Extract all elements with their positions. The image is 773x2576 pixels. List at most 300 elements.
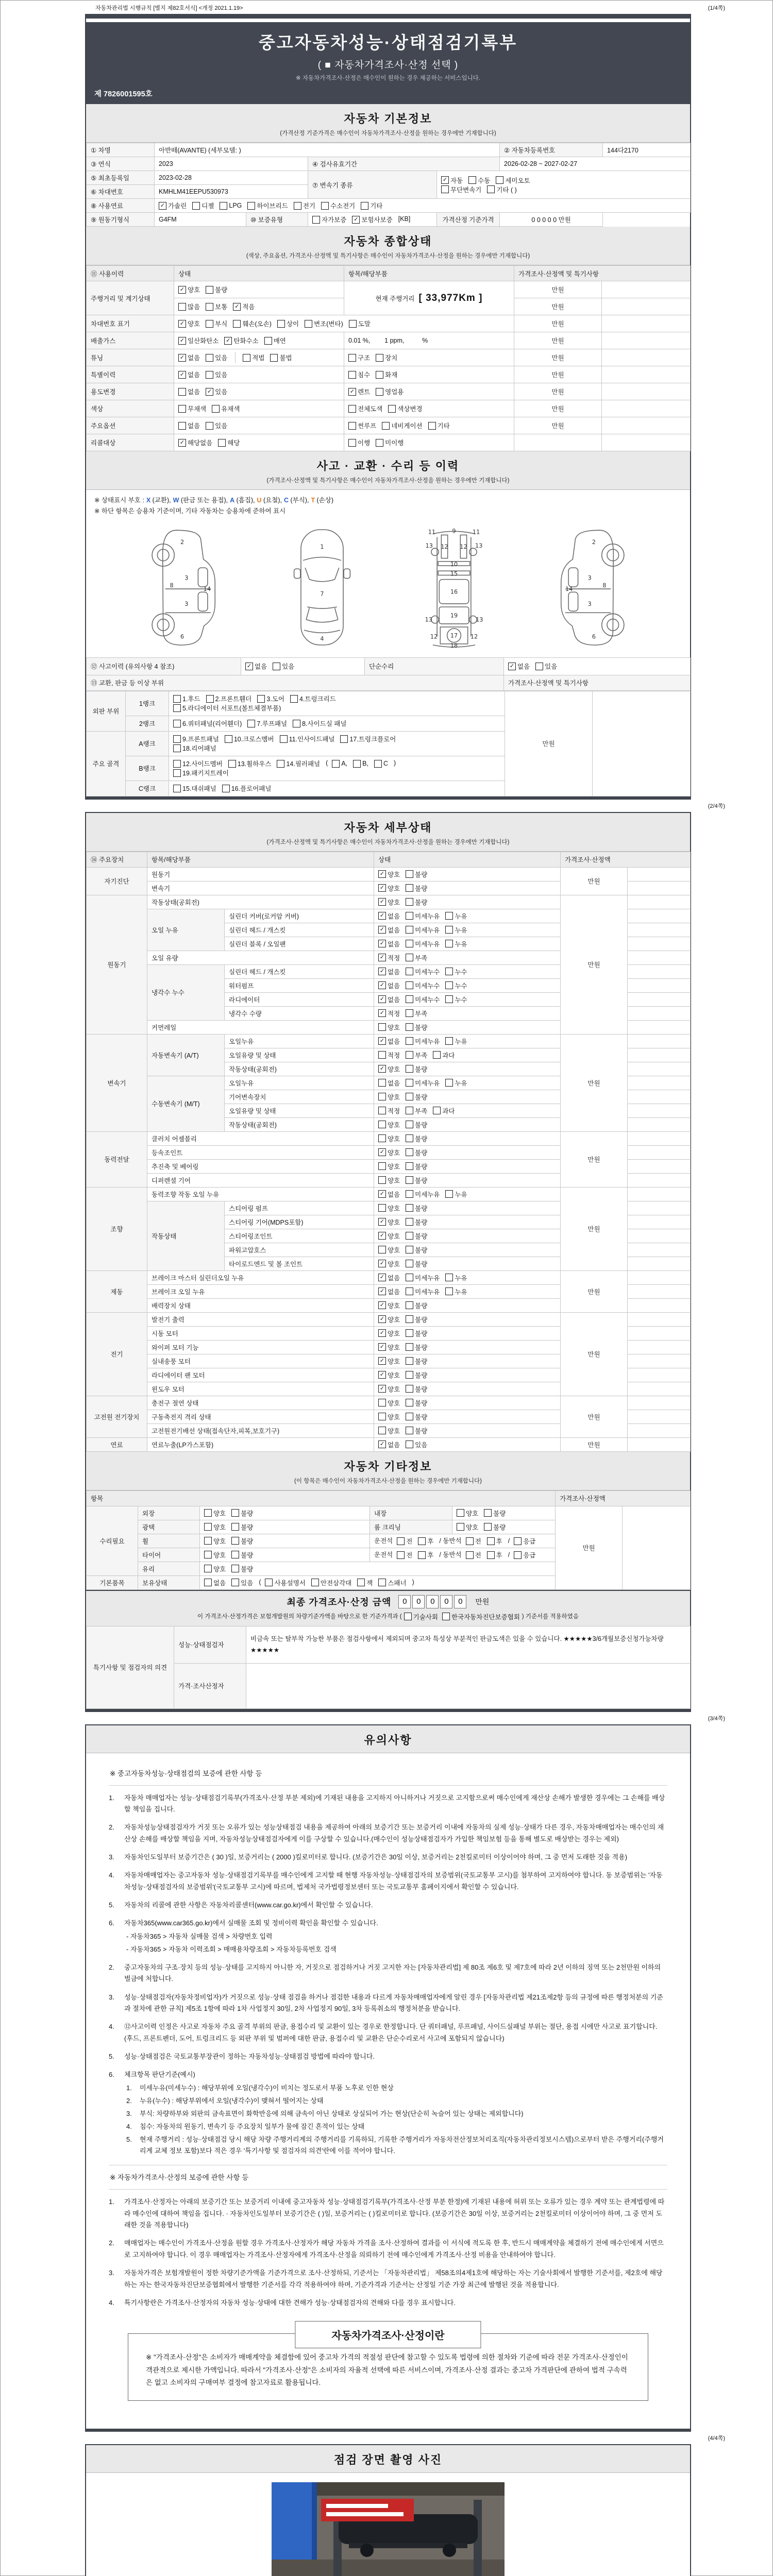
checkbox[interactable] xyxy=(178,302,200,311)
checkbox[interactable] xyxy=(348,353,370,362)
item-label: 배력장치 상태 xyxy=(147,1298,374,1312)
checkbox-box xyxy=(406,1218,413,1226)
text-token: / xyxy=(508,1537,510,1545)
checkbox[interactable] xyxy=(173,703,281,713)
checkbox[interactable] xyxy=(457,1509,478,1518)
item-label: 실내송풍 모터 xyxy=(147,1354,374,1368)
checkbox-label: 불법 xyxy=(279,354,292,362)
checkbox[interactable] xyxy=(264,336,286,345)
checkbox[interactable] xyxy=(378,1092,400,1101)
checkbox[interactable] xyxy=(378,1426,400,1435)
note-cell xyxy=(628,1298,691,1312)
checkbox-box xyxy=(406,968,413,975)
checkbox-box: ✓ xyxy=(378,1385,386,1393)
checkbox[interactable] xyxy=(204,1578,226,1587)
checkbox[interactable] xyxy=(378,1023,400,1032)
checkbox[interactable] xyxy=(406,1287,440,1296)
checkbox-label: 한국자동차진단보증협회 xyxy=(451,1613,520,1621)
checkbox[interactable] xyxy=(445,1273,467,1282)
checkbox[interactable] xyxy=(374,760,388,768)
item-label: 냉각수 수량 xyxy=(225,1006,374,1020)
checkbox[interactable] xyxy=(204,1522,226,1532)
checkbox[interactable] xyxy=(340,734,396,743)
checkbox[interactable] xyxy=(265,1578,305,1587)
checkbox[interactable] xyxy=(247,201,288,210)
checkbox[interactable] xyxy=(445,995,467,1004)
checkbox[interactable] xyxy=(376,370,397,379)
checkbox[interactable] xyxy=(294,201,315,210)
checkbox[interactable] xyxy=(457,1522,478,1532)
checkbox-checked[interactable] xyxy=(378,1301,400,1310)
checkbox[interactable] xyxy=(406,1190,440,1199)
checkbox-label: 19.패키지트레이 xyxy=(182,770,229,777)
checkbox[interactable] xyxy=(277,759,320,768)
note-cell xyxy=(628,1326,691,1340)
checkbox-checked[interactable] xyxy=(378,884,400,893)
checkbox[interactable] xyxy=(173,743,216,753)
checkbox[interactable] xyxy=(357,1578,373,1587)
status-cell xyxy=(374,1229,561,1243)
checkbox-box xyxy=(206,303,213,311)
checkbox[interactable] xyxy=(376,438,404,447)
checkbox[interactable] xyxy=(484,1522,506,1532)
checkbox[interactable] xyxy=(406,911,440,921)
checkbox[interactable] xyxy=(406,1440,427,1449)
legend-code: A xyxy=(230,497,235,504)
checkbox-box xyxy=(353,760,361,768)
document-title: 중고자동차성능·상태점검기록부 xyxy=(258,33,518,52)
checkbox[interactable] xyxy=(270,353,292,362)
checkbox[interactable] xyxy=(376,387,404,396)
checkbox-checked[interactable] xyxy=(378,1357,400,1366)
notice-subheader-2: ※ 자동차가격조사·산정의 보증에 관한 사항 등 xyxy=(109,2165,667,2190)
checkbox-checked[interactable] xyxy=(178,353,200,362)
text-token: ( xyxy=(326,759,328,767)
checkbox[interactable] xyxy=(378,1245,400,1255)
checkbox[interactable] xyxy=(173,734,219,743)
checkbox-box xyxy=(378,1579,386,1586)
checkbox[interactable] xyxy=(406,1064,427,1074)
checkbox-box xyxy=(378,1134,386,1142)
checkbox[interactable] xyxy=(321,201,355,210)
note-cell xyxy=(628,1048,691,1062)
checkbox[interactable] xyxy=(173,784,216,793)
checkbox[interactable] xyxy=(378,1412,400,1421)
checkbox[interactable] xyxy=(231,1578,253,1587)
checkbox[interactable] xyxy=(487,1550,502,1560)
checkbox[interactable] xyxy=(206,421,227,430)
accident-history-checkbox-group xyxy=(241,657,365,675)
checkbox-checked[interactable] xyxy=(508,662,530,671)
checkbox-checked[interactable] xyxy=(378,1217,400,1227)
notice-text: 성능·상태점검은 국토교통부장관이 정하는 자동차성능·상태점검 방법에 따라야 합니다. xyxy=(124,2053,375,2061)
note-cell xyxy=(628,1270,691,1284)
other-info-table xyxy=(86,1490,691,1590)
checkbox-checked[interactable] xyxy=(245,662,267,671)
checkbox[interactable] xyxy=(406,1009,427,1018)
checkbox[interactable] xyxy=(514,1536,535,1546)
checkbox[interactable] xyxy=(445,1078,467,1088)
checkbox[interactable] xyxy=(433,1106,455,1115)
checkbox-label: 불량 xyxy=(415,1149,428,1157)
checkbox[interactable] xyxy=(445,1037,467,1046)
checkbox[interactable] xyxy=(406,953,427,962)
checkbox-checked[interactable] xyxy=(206,387,227,396)
checkbox[interactable] xyxy=(466,1536,481,1546)
checkbox-label: 색상변경 xyxy=(397,405,423,413)
checkbox[interactable] xyxy=(349,319,371,328)
note-cell xyxy=(628,1284,691,1298)
checkbox-checked[interactable] xyxy=(178,319,200,328)
checkbox-checked[interactable] xyxy=(378,953,400,962)
checkbox[interactable] xyxy=(406,1134,427,1143)
checkbox[interactable] xyxy=(406,1050,427,1060)
checkbox-box xyxy=(178,388,186,396)
checkbox[interactable] xyxy=(243,353,264,362)
checkbox[interactable] xyxy=(445,925,467,935)
status-cell xyxy=(174,434,344,451)
checkbox[interactable] xyxy=(378,1204,400,1213)
col-header: ⑭ 주요장치 xyxy=(87,852,147,867)
checkbox[interactable] xyxy=(406,981,440,990)
checkbox[interactable] xyxy=(225,734,274,743)
checkbox[interactable] xyxy=(404,1612,438,1621)
checkbox[interactable] xyxy=(445,911,467,921)
checkbox[interactable] xyxy=(348,404,382,413)
checkbox[interactable] xyxy=(206,370,227,379)
status-cell xyxy=(374,1215,561,1229)
notice-subitem: - 자동차365 > 자동차 이력조회 > 매매용차량조회 > 자동차등록번호 검색 xyxy=(126,1945,337,1953)
checkbox[interactable] xyxy=(418,1550,433,1560)
checkbox-checked[interactable] xyxy=(378,1009,400,1018)
checkbox[interactable] xyxy=(406,1259,427,1268)
checkbox-label: 미세누유 xyxy=(415,1079,440,1087)
checkbox-checked[interactable] xyxy=(178,285,200,294)
checkbox[interactable] xyxy=(406,1148,427,1157)
checkbox[interactable] xyxy=(445,939,467,948)
checkbox[interactable] xyxy=(406,1231,427,1241)
checkbox[interactable] xyxy=(406,1370,427,1380)
checkbox[interactable] xyxy=(484,1509,506,1518)
checkbox[interactable] xyxy=(397,1536,412,1546)
checkbox[interactable] xyxy=(406,870,427,879)
checkbox-label: 보통 xyxy=(215,303,228,311)
price-cell: 만원 xyxy=(514,332,602,349)
checkbox[interactable] xyxy=(406,1329,427,1338)
checkbox[interactable] xyxy=(442,1612,520,1621)
checkbox-checked[interactable] xyxy=(378,1148,400,1157)
checkbox-box xyxy=(457,1509,464,1517)
checkbox[interactable] xyxy=(445,967,467,976)
checkbox-checked[interactable] xyxy=(378,939,400,948)
note-cell xyxy=(628,992,691,1006)
checkbox-label: 양호 xyxy=(388,1024,400,1031)
checkbox-checked[interactable] xyxy=(378,967,400,976)
checkbox-checked[interactable] xyxy=(378,1037,400,1046)
checkbox[interactable] xyxy=(247,719,287,728)
checkbox-checked[interactable] xyxy=(378,1190,400,1199)
checkbox-checked[interactable] xyxy=(348,387,370,396)
checkbox[interactable] xyxy=(257,694,284,703)
checkbox[interactable] xyxy=(406,1315,427,1324)
checkbox-checked[interactable] xyxy=(233,302,255,311)
checkbox[interactable] xyxy=(466,1550,481,1560)
checkbox[interactable] xyxy=(487,1536,502,1546)
checkbox-checked[interactable] xyxy=(441,176,463,185)
checkbox[interactable] xyxy=(378,1120,400,1129)
row-label: 용도변경 xyxy=(87,383,174,400)
checkbox-box xyxy=(378,1204,386,1212)
checkbox[interactable] xyxy=(378,1134,400,1143)
checkbox[interactable] xyxy=(361,201,382,210)
checkbox[interactable] xyxy=(378,1176,400,1185)
row-label: 색상 xyxy=(87,400,174,417)
checkbox[interactable] xyxy=(348,370,370,379)
checkbox-label: 불량 xyxy=(415,1065,428,1073)
checkbox-checked[interactable] xyxy=(378,1259,400,1268)
checkbox-checked[interactable] xyxy=(378,911,400,921)
svg-text:12: 12 xyxy=(430,633,438,640)
checkbox-label: 수소전기 xyxy=(330,202,356,210)
checkbox[interactable] xyxy=(378,1050,400,1060)
checkbox[interactable] xyxy=(218,438,240,447)
checkbox[interactable] xyxy=(204,1509,226,1518)
checkbox[interactable] xyxy=(173,768,229,777)
checkbox[interactable] xyxy=(231,1550,253,1560)
checkbox[interactable] xyxy=(206,302,227,311)
checkbox-box: ✓ xyxy=(206,388,213,396)
checkbox[interactable] xyxy=(305,319,343,328)
checkbox-checked[interactable] xyxy=(378,1329,400,1338)
checkbox[interactable] xyxy=(178,387,200,396)
field-label: ⑤ 최초등록일 xyxy=(87,171,155,185)
text-token: 운전석 xyxy=(374,1551,393,1558)
checkbox[interactable] xyxy=(173,694,200,703)
checkbox[interactable] xyxy=(378,1162,400,1171)
checkbox[interactable] xyxy=(206,353,227,362)
text-token: / 동반석 xyxy=(439,1551,462,1558)
checkbox-checked[interactable] xyxy=(378,995,400,1004)
status-cell xyxy=(174,417,344,434)
checkbox[interactable] xyxy=(277,319,299,328)
checkbox[interactable] xyxy=(445,981,467,990)
checkbox-checked[interactable] xyxy=(178,438,212,447)
checkbox[interactable] xyxy=(406,1204,427,1213)
field-label: ④ 검사유효기간 xyxy=(308,157,500,171)
checkbox[interactable] xyxy=(231,1509,253,1518)
checkbox[interactable] xyxy=(445,1190,467,1199)
checkbox[interactable] xyxy=(378,1398,400,1408)
checkbox[interactable] xyxy=(204,1550,226,1560)
checkbox[interactable] xyxy=(406,1106,427,1115)
svg-text:6: 6 xyxy=(592,633,596,640)
checkbox[interactable] xyxy=(406,1162,427,1171)
checkbox[interactable] xyxy=(487,185,516,194)
checkbox[interactable] xyxy=(406,1245,427,1255)
checkbox[interactable] xyxy=(406,884,427,893)
checkbox[interactable] xyxy=(406,1343,427,1352)
checkbox-box xyxy=(204,1551,212,1558)
checkbox[interactable] xyxy=(231,1536,253,1546)
checkbox[interactable] xyxy=(406,1412,427,1421)
checkbox[interactable] xyxy=(406,1398,427,1408)
status-cell xyxy=(374,1257,561,1270)
note-cell xyxy=(602,417,691,434)
checkbox[interactable] xyxy=(206,694,252,703)
checkbox[interactable] xyxy=(233,319,272,328)
checkbox[interactable] xyxy=(231,1564,253,1573)
checkbox[interactable] xyxy=(353,760,368,768)
checkbox[interactable] xyxy=(222,784,272,793)
checkbox[interactable] xyxy=(535,662,557,671)
checkbox[interactable] xyxy=(496,176,530,185)
notice-number: 4. xyxy=(109,1871,114,1879)
checkbox-checked[interactable] xyxy=(378,1343,400,1352)
checkbox-label: 없음 xyxy=(388,1038,400,1045)
checkbox[interactable] xyxy=(220,202,242,210)
checkbox-checked[interactable] xyxy=(352,215,392,224)
checkbox-checked[interactable] xyxy=(159,201,187,210)
notice-text: 매매업자는 매수인이 가격조사·산정을 원할 경우 가격조사·산정자가 해당 자동차 가격을 조사·산정하여 결과를 이 서식에 적도록 한 후, 반드시 매매계약을 체결하기 전에 매수인에게 서면으로 고지하여야 합니다. 이 경우 매매업자는 가격조사·산정자에게 가격조사·산정을 의뢰하기 전에 매수인에게 가격조사·산정 비용을 안내하여야 합니다. xyxy=(124,2239,664,2259)
checkbox[interactable] xyxy=(406,939,440,948)
checkbox-checked[interactable] xyxy=(378,1064,400,1074)
checkbox-checked[interactable] xyxy=(178,336,219,345)
checkbox[interactable] xyxy=(204,1536,226,1546)
checkbox-label: 불량 xyxy=(415,1218,428,1226)
checkbox[interactable] xyxy=(514,1550,535,1560)
checkbox[interactable] xyxy=(206,285,227,294)
checkbox[interactable] xyxy=(406,1301,427,1310)
checkbox[interactable] xyxy=(293,719,346,728)
checkbox-label: 양호 xyxy=(388,1413,400,1421)
checkbox-checked[interactable] xyxy=(378,870,400,879)
checkbox[interactable] xyxy=(406,1078,440,1088)
checkbox-box: ✓ xyxy=(378,1371,386,1379)
checkbox-label: 후 xyxy=(427,1552,434,1560)
notice-subnumber: 3. xyxy=(126,2109,132,2117)
checkbox[interactable] xyxy=(406,1426,427,1435)
checkbox[interactable] xyxy=(290,694,336,703)
status-cell xyxy=(374,1298,561,1312)
checkbox-box xyxy=(445,1037,453,1045)
checkbox-label: 불량 xyxy=(415,1121,428,1129)
status-cell xyxy=(374,1076,561,1090)
checkbox-label: 불량 xyxy=(415,1232,428,1240)
checkbox-checked[interactable] xyxy=(378,1315,400,1324)
checkbox-checked[interactable] xyxy=(178,370,200,379)
checkbox[interactable] xyxy=(173,759,223,768)
checkbox[interactable] xyxy=(468,176,490,185)
checkbox[interactable] xyxy=(406,925,440,935)
checkbox-box: ✓ xyxy=(178,286,186,294)
checkbox[interactable] xyxy=(406,967,440,976)
checkbox[interactable] xyxy=(382,421,422,430)
checkbox[interactable] xyxy=(406,1092,427,1101)
checkbox[interactable] xyxy=(388,404,422,413)
checkbox-checked[interactable] xyxy=(224,336,258,345)
checkbox[interactable] xyxy=(406,1023,427,1032)
checkbox-checked[interactable] xyxy=(378,981,400,990)
checkbox[interactable] xyxy=(273,662,294,671)
checkbox[interactable] xyxy=(445,1287,467,1296)
checkbox[interactable] xyxy=(212,404,240,413)
checkbox[interactable] xyxy=(192,201,214,210)
checkbox[interactable] xyxy=(397,1550,412,1560)
checkbox-label: 불량 xyxy=(493,1523,506,1531)
checkbox[interactable] xyxy=(406,1384,427,1394)
checkbox[interactable] xyxy=(378,1106,400,1115)
checkbox[interactable] xyxy=(178,421,200,430)
checkbox[interactable] xyxy=(406,995,440,1004)
fuel-checkbox-group xyxy=(155,199,691,213)
checkbox[interactable] xyxy=(378,1078,400,1088)
checkbox[interactable] xyxy=(231,1522,253,1532)
price-cell xyxy=(514,434,602,451)
checkbox-box xyxy=(273,663,280,670)
checkbox-label: 자동 xyxy=(450,177,463,184)
checkbox[interactable] xyxy=(406,897,427,907)
checkbox-label: 양호 xyxy=(388,1163,400,1171)
checkbox[interactable] xyxy=(332,760,347,768)
checkbox-label: 양호 xyxy=(388,1316,400,1324)
checkbox-checked[interactable] xyxy=(378,897,400,907)
checkbox[interactable] xyxy=(348,438,370,447)
checkbox[interactable] xyxy=(178,404,206,413)
checkbox[interactable] xyxy=(406,1176,427,1185)
basic-info-table xyxy=(86,143,691,227)
row-label: 주요옵션 xyxy=(87,417,174,434)
checkbox[interactable] xyxy=(312,215,346,224)
checkbox-checked[interactable] xyxy=(378,925,400,935)
checkbox[interactable] xyxy=(228,759,272,768)
checkbox[interactable] xyxy=(376,353,397,362)
checkbox-checked[interactable] xyxy=(378,1370,400,1380)
checkbox[interactable] xyxy=(406,1120,427,1129)
checkbox-label: 탄화수소 xyxy=(233,337,259,345)
checkbox-checked[interactable] xyxy=(378,1273,400,1282)
item-label: 구동축전지 격리 상태 xyxy=(147,1410,374,1423)
checkbox[interactable] xyxy=(348,421,376,430)
page3-frame xyxy=(85,1724,691,2432)
checkbox-label: 부족 xyxy=(415,1052,428,1059)
checkbox[interactable] xyxy=(406,1273,440,1282)
status-cell xyxy=(374,964,561,978)
checkbox-checked[interactable] xyxy=(378,1231,400,1241)
checkbox[interactable] xyxy=(204,1564,226,1573)
checkbox[interactable] xyxy=(173,719,242,728)
svg-text:12: 12 xyxy=(441,543,448,550)
checkbox[interactable] xyxy=(406,1357,427,1366)
checkbox[interactable] xyxy=(418,1536,433,1546)
checkbox[interactable] xyxy=(280,734,335,743)
checkbox-checked[interactable] xyxy=(378,1287,400,1296)
checkbox[interactable] xyxy=(206,319,227,328)
checkbox[interactable] xyxy=(378,1578,406,1587)
checkbox-box xyxy=(264,337,272,345)
checkbox-label: 미이행 xyxy=(385,439,404,447)
checkbox-checked[interactable] xyxy=(378,1440,400,1449)
checkbox[interactable] xyxy=(406,1037,440,1046)
checkbox[interactable] xyxy=(406,1217,427,1227)
checkbox-checked[interactable] xyxy=(378,1384,400,1394)
checkbox[interactable] xyxy=(428,421,450,430)
checkbox[interactable] xyxy=(433,1050,455,1060)
checkbox-box xyxy=(218,439,226,447)
note-cell xyxy=(628,1076,691,1090)
checkbox[interactable] xyxy=(441,185,481,194)
checkbox[interactable] xyxy=(311,1578,351,1587)
checkbox-box xyxy=(397,1537,405,1545)
